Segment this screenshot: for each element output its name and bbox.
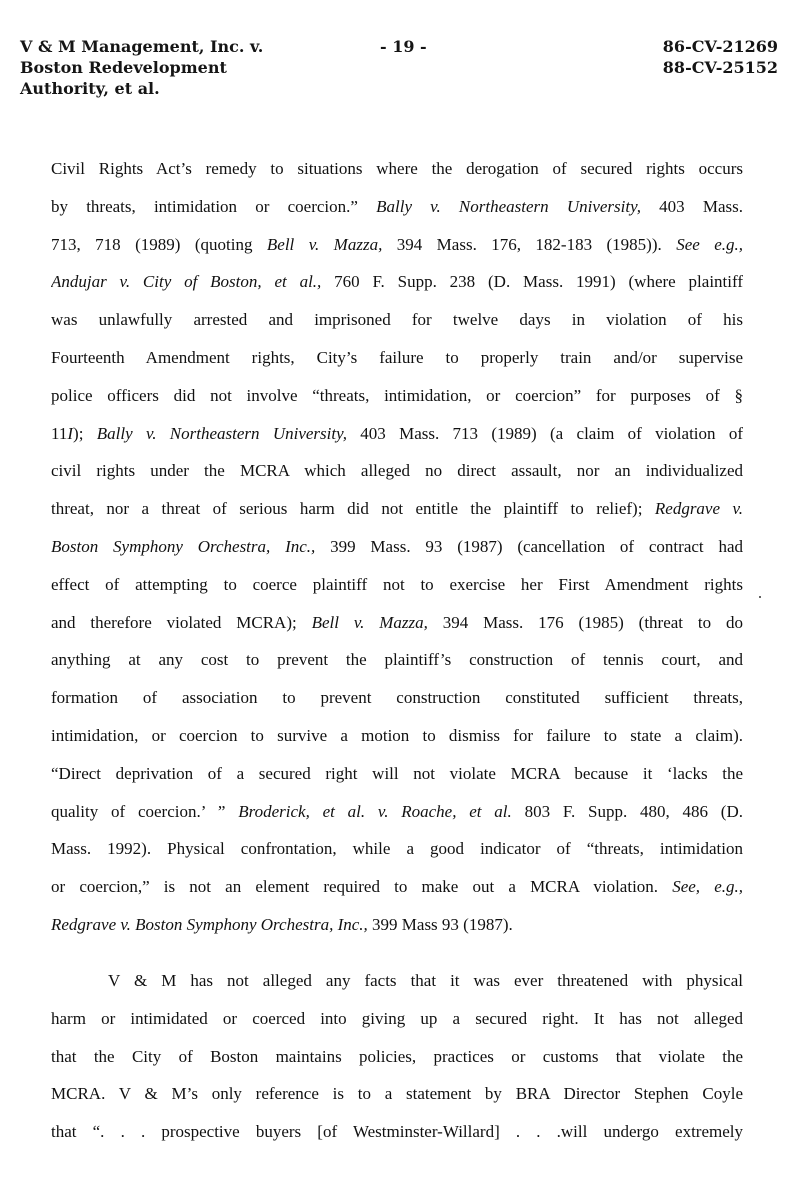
citation-text: See e.g.,: [676, 234, 743, 254]
text-line: [51, 641, 743, 679]
text-line: [51, 1038, 743, 1076]
text-line: [51, 188, 743, 226]
text-run: Mass. 1992). Physical confrontation, while a good indicator of “threats, intimidation: [51, 839, 743, 859]
text-line: [51, 301, 743, 339]
text-line: [51, 962, 743, 1000]
docket-number: 88-CV-25152: [662, 58, 778, 77]
text-line: [51, 868, 743, 906]
citation-text: Broderick, et al. v. Roache, et al.: [238, 801, 512, 821]
text-line: [51, 415, 743, 453]
text-run: 11: [51, 423, 68, 443]
docket-numbers: [663, 36, 778, 78]
text-line: [51, 793, 743, 831]
text-line: [51, 566, 743, 604]
text-run: “Direct deprivation of a secured right will not violate MCRA because it ‘lacks the: [51, 763, 743, 783]
text-run: 399 Mass. 93 (1987) (cancellation of contract had: [315, 536, 743, 556]
text-line: [51, 263, 743, 301]
text-line: [51, 906, 743, 944]
text-run: 399 Mass 93 (1987).: [367, 914, 513, 934]
text-line: [51, 604, 743, 642]
text-run: effect of attempting to coerce plaintiff not to exercise her First Amendment rights: [51, 574, 743, 594]
text-run: was unlawfully arrested and imprisoned for twelve days in violation of his: [51, 310, 743, 330]
citation-text: Boston Symphony Orchestra, Inc.,: [51, 536, 316, 556]
text-run: V & M has not alleged any facts that it was ever threatened with physical: [108, 971, 743, 990]
text-run: civil rights under the MCRA which alleged no direct assault, nor an individualized: [51, 461, 743, 481]
text-run: Civil Rights Act’s remedy to situations where the derogation of secured rights occurs: [51, 159, 743, 178]
text-run: );: [73, 423, 97, 443]
citation-text: Bally v. Northeastern University,: [96, 423, 347, 443]
citation-text: Bell v. Mazza,: [311, 612, 428, 632]
scan-speck: [759, 596, 761, 598]
text-run: quality of coercion.’ ”: [51, 801, 239, 821]
text-line: [51, 1075, 743, 1113]
text-line: [51, 1113, 743, 1151]
text-run: 713, 718 (1989) (quoting: [51, 234, 267, 254]
text-line: [51, 755, 743, 793]
text-line: [51, 377, 743, 415]
text-run: threat, nor a threat of serious harm did not entitle the plaintiff to relief);: [51, 499, 655, 519]
text-line: [51, 226, 743, 264]
citation-text: I: [67, 423, 74, 443]
text-run: 760 F. Supp. 238 (D. Mass. 1991) (where plaintiff: [321, 272, 743, 292]
body-paragraph-1: [51, 150, 743, 944]
text-run: that the City of Boston maintains policies, practices or customs that violate the: [51, 1046, 743, 1066]
case-caption: [20, 36, 263, 99]
case-caption-line: Boston Redevelopment: [20, 58, 227, 77]
citation-text: Andujar v. City of Boston, et al.,: [51, 272, 322, 292]
text-line: [51, 1000, 743, 1038]
text-line: [51, 830, 743, 868]
citation-text: Redgrave v.: [654, 499, 743, 519]
text-run: anything at any cost to prevent the plaintiff’s construction of tennis court, and: [51, 650, 743, 670]
body-paragraph-2: [51, 962, 743, 1151]
text-run: formation of association to prevent construction constituted sufficient threats,: [51, 688, 743, 708]
text-run: or coercion,” is not an element required to make out a MCRA violation.: [51, 877, 673, 897]
text-line: [51, 717, 743, 755]
text-line: [51, 339, 743, 377]
text-run: harm or intimidated or coerced into giving up a secured right. It has not alleged: [51, 1008, 743, 1028]
text-line: [51, 679, 743, 717]
text-line: [51, 490, 743, 528]
text-run: that “. . . prospective buyers [of Westminster-Willard] . . .will undergo extremely: [51, 1122, 743, 1142]
text-run: by threats, intimidation or coercion.”: [51, 196, 377, 216]
text-run: police officers did not involve “threats, intimidation, or coercion” for purposes of §: [51, 385, 743, 405]
citation-text: Bally v. Northeastern University,: [376, 196, 641, 216]
text-run: 403 Mass. 713 (1989) (a claim of violation of: [346, 423, 743, 443]
case-caption-line: Authority, et al.: [20, 79, 160, 98]
text-run: Fourteenth Amendment rights, City’s failure to properly train and/or supervise: [51, 347, 743, 367]
text-line: [51, 150, 743, 188]
text-run: 394 Mass. 176, 182-183 (1985)).: [382, 234, 677, 254]
text-run: 803 F. Supp. 480, 486 (D.: [511, 801, 743, 821]
page-number: - 19 -: [380, 37, 427, 56]
citation-text: See, e.g.,: [672, 877, 743, 897]
case-caption-line: V & M Management, Inc. v.: [20, 37, 264, 56]
docket-number: 86-CV-21269: [662, 37, 778, 56]
citation-text: Redgrave v. Boston Symphony Orchestra, Inc.,: [51, 914, 368, 934]
text-run: 403 Mass.: [640, 196, 743, 216]
text-run: MCRA. V & M’s only reference is to a statement by BRA Director Stephen Coyle: [51, 1084, 743, 1104]
text-line: [51, 528, 743, 566]
text-run: 394 Mass. 176 (1985) (threat to do: [427, 612, 743, 632]
text-run: intimidation, or coercion to survive a motion to dismiss for failure to state a claim).: [51, 725, 743, 745]
citation-text: Bell v. Mazza,: [266, 234, 383, 254]
text-line: [51, 452, 743, 490]
page-header: [20, 36, 778, 106]
text-run: and therefore violated MCRA);: [51, 612, 312, 632]
